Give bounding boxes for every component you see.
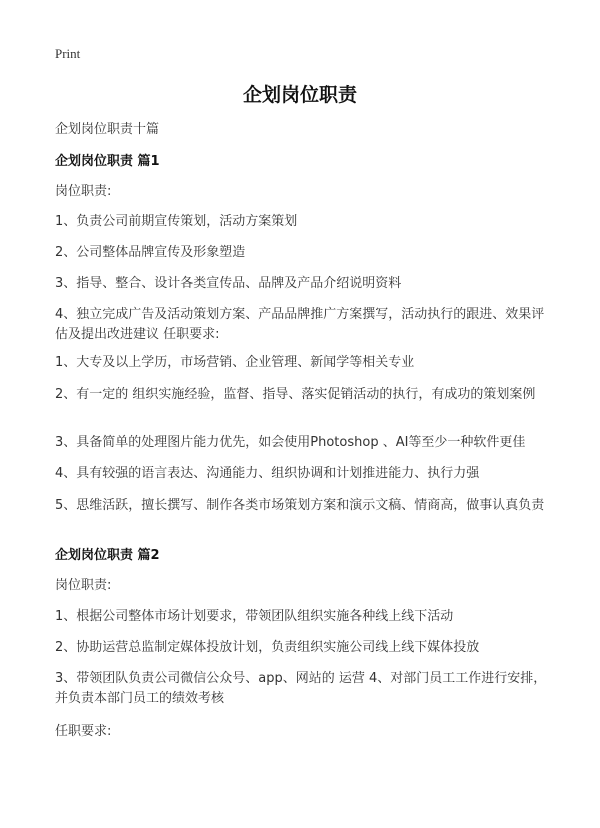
list-item: 4、独立完成广告及活动策划方案、产品品牌推广方案撰写，活动执行的跟进、效果评估及提出改进建议 任职要求: [55, 307, 545, 342]
section-1-heading: 企划岗位职责 篇1 [55, 154, 160, 169]
list-item: 5、思维活跃，擅长撰写、制作各类市场策划方案和演示文稿、情商高，做事认真负责 [55, 498, 545, 513]
list-item: 1、根据公司整体市场计划要求，带领团队组织实施各种线上线下活动 [55, 609, 454, 624]
list-item: 3、指导、整合、设计各类宣传品、品牌及产品介绍说明资料 [55, 276, 402, 291]
document-subtitle: 企划岗位职责十篇 [55, 122, 160, 137]
list-item: 1、负责公司前期宣传策划，活动方案策划 [55, 214, 298, 229]
list-item: 2、公司整体品牌宣传及形象塑造 [55, 245, 246, 260]
section-2-heading: 企划岗位职责 篇2 [55, 548, 160, 563]
section-1-duties-label: 岗位职责: [55, 184, 112, 199]
print-label: Print [55, 46, 81, 61]
list-item: 1、大专及以上学历，市场营销、企业管理、新闻学等相关专业 [55, 355, 415, 370]
list-item: 2、协助运营总监制定媒体投放计划，负责组织实施公司线上线下媒体投放 [55, 640, 480, 655]
page-title: 企划岗位职责 [242, 84, 357, 106]
section-2-requirements-label: 任职要求: [55, 724, 112, 739]
list-item: 3、带领团队负责公司微信公众号、app、网站的 运营 4、对部门员工工作进行安排，并负责本部门员工的绩效考核 [55, 671, 547, 706]
list-item: 2、有一定的 组织实施经验，监督、指导、落实促销活动的执行，有成功的策划案例 [55, 387, 536, 402]
list-item: 4、具有较强的语言表达、沟通能力、组织协调和计划推进能力、执行力强 [55, 466, 480, 481]
list-item: 3、具备简单的处理图片能力优先，如会使用Photoshop 、AI等至少一种软件更佳 [55, 435, 526, 450]
section-2-duties-label: 岗位职责: [55, 578, 112, 593]
